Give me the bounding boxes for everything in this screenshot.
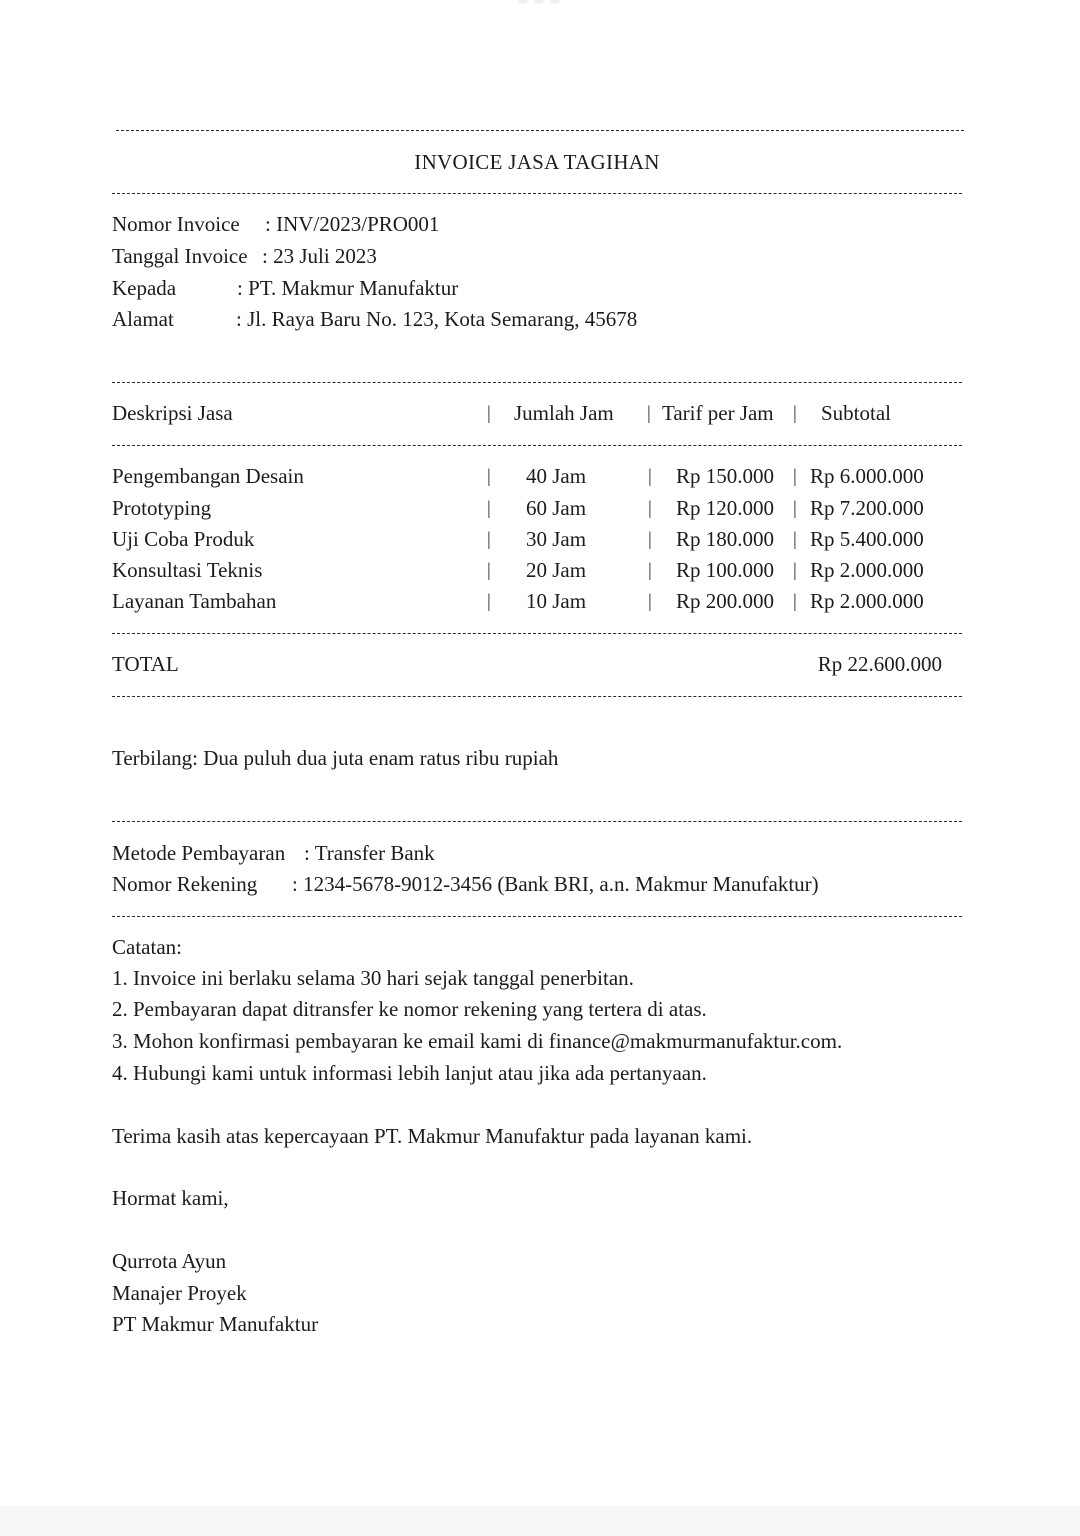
column-separator: | <box>487 466 491 487</box>
divider <box>112 382 962 383</box>
header-rate: Tarif per Jam <box>662 401 774 425</box>
divider <box>112 916 962 917</box>
account-number-value: : 1234-5678-9012-3456 (Bank BRI, a.n. Makmur Manufaktur) <box>292 872 819 896</box>
column-separator: | <box>793 403 797 424</box>
row-hours: 40 Jam <box>526 464 587 488</box>
note-item: 1. Invoice ini berlaku selama 30 hari sejak tanggal penerbitan. <box>112 966 634 990</box>
alamat-label: Alamat <box>112 307 174 331</box>
nomor-value: : INV/2023/PRO001 <box>265 212 440 236</box>
divider <box>112 821 962 822</box>
header-description: Deskripsi Jasa <box>112 401 233 425</box>
nomor-label: Nomor Invoice <box>112 212 240 236</box>
row-rate: Rp 150.000 <box>676 464 775 488</box>
note-item: 2. Pembayaran dapat ditransfer ke nomor rekening yang tertera di atas. <box>112 997 707 1021</box>
thank-you-text: Terima kasih atas kepercayaan PT. Makmur Manufaktur pada layanan kami. <box>112 1124 753 1148</box>
total-value: Rp 22.600.000 <box>817 652 942 676</box>
page-dot <box>550 0 560 4</box>
page-footer-shade <box>0 1506 1080 1536</box>
total-label: TOTAL <box>112 652 179 676</box>
account-number-label: Nomor Rekening <box>112 872 258 896</box>
column-separator: | <box>487 403 491 424</box>
column-separator: | <box>648 560 652 581</box>
note-item: 3. Mohon konfirmasi pembayaran ke email kami di finance@makmurmanufaktur.com. <box>112 1029 843 1053</box>
divider <box>112 633 962 634</box>
kepada-label: Kepada <box>112 276 177 300</box>
alamat-value: : Jl. Raya Baru No. 123, Kota Semarang, 45678 <box>236 307 638 331</box>
signatory-company: PT Makmur Manufaktur <box>112 1312 319 1336</box>
notes-heading: Catatan: <box>112 935 182 959</box>
tanggal-label: Tanggal Invoice <box>112 244 248 268</box>
column-separator: | <box>487 560 491 581</box>
divider <box>112 445 962 446</box>
column-separator: | <box>648 466 652 487</box>
page-dot <box>518 0 528 4</box>
signatory-name: Qurrota Ayun <box>112 1249 227 1273</box>
signatory-position: Manajer Proyek <box>112 1281 247 1305</box>
column-separator: | <box>793 560 797 581</box>
column-separator: | <box>648 498 652 519</box>
kepada-value: : PT. Makmur Manufaktur <box>237 276 459 300</box>
row-subtotal: Rp 5.400.000 <box>810 527 924 551</box>
closing-text: Hormat kami, <box>112 1186 229 1210</box>
column-separator: | <box>648 529 652 550</box>
row-subtotal: Rp 7.200.000 <box>810 496 924 520</box>
divider <box>112 696 962 697</box>
tanggal-value: : 23 Juli 2023 <box>262 244 377 268</box>
payment-method-label: Metode Pembayaran <box>112 841 286 865</box>
divider <box>116 130 964 131</box>
header-hours: Jumlah Jam <box>514 401 614 425</box>
column-separator: | <box>647 403 651 424</box>
row-rate: Rp 180.000 <box>676 527 775 551</box>
column-separator: | <box>487 591 491 612</box>
payment-method-value: : Transfer Bank <box>304 841 435 865</box>
page-dot <box>534 0 544 4</box>
row-hours: 60 Jam <box>526 496 587 520</box>
header-subtotal: Subtotal <box>821 401 892 425</box>
amount-in-words: Terbilang: Dua puluh dua juta enam ratus ribu rupiah <box>112 746 559 770</box>
row-description: Uji Coba Produk <box>112 527 255 551</box>
row-hours: 20 Jam <box>526 558 587 582</box>
row-description: Pengembangan Desain <box>112 464 304 488</box>
note-item: 4. Hubungi kami untuk informasi lebih lanjut atau jika ada pertanyaan. <box>112 1061 707 1085</box>
page-title: INVOICE JASA TAGIHAN <box>414 150 660 174</box>
column-separator: | <box>487 498 491 519</box>
column-separator: | <box>793 498 797 519</box>
column-separator: | <box>793 466 797 487</box>
row-rate: Rp 120.000 <box>676 496 775 520</box>
row-description: Konsultasi Teknis <box>112 558 263 582</box>
row-subtotal: Rp 2.000.000 <box>810 589 924 613</box>
column-separator: | <box>793 591 797 612</box>
column-separator: | <box>648 591 652 612</box>
divider <box>112 193 962 194</box>
column-separator: | <box>487 529 491 550</box>
row-description: Prototyping <box>112 496 212 520</box>
row-subtotal: Rp 2.000.000 <box>810 558 924 582</box>
row-subtotal: Rp 6.000.000 <box>810 464 924 488</box>
row-rate: Rp 200.000 <box>676 589 775 613</box>
row-rate: Rp 100.000 <box>676 558 775 582</box>
page-indicator <box>518 0 560 4</box>
row-description: Layanan Tambahan <box>112 589 277 613</box>
row-hours: 10 Jam <box>526 589 587 613</box>
column-separator: | <box>793 529 797 550</box>
row-hours: 30 Jam <box>526 527 587 551</box>
